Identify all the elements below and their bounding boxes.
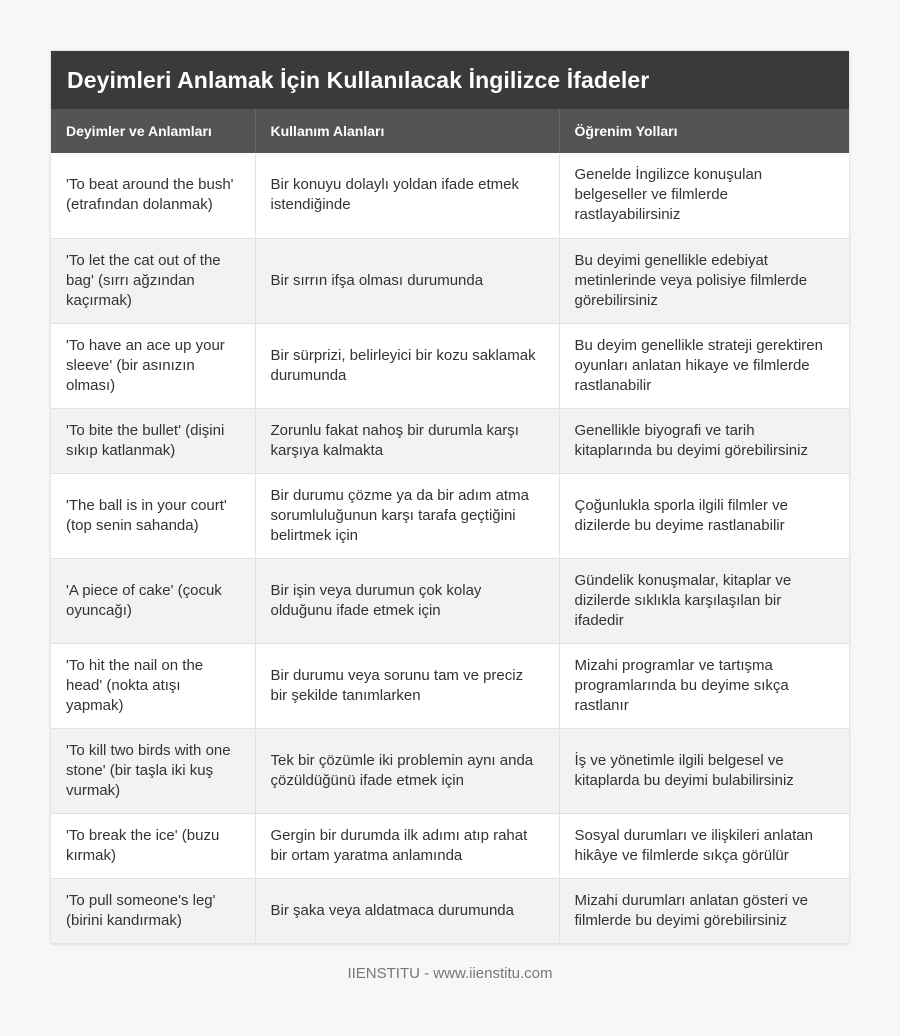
- idiom-cell: 'To kill two birds with one stone' (bir taşla iki kuş vurmak): [51, 728, 255, 813]
- learning-cell: Genellikle biyografi ve tarih kitaplarında bu deyimi görebilirsiniz: [559, 408, 849, 473]
- usage-cell: Bir sırrın ifşa olması durumunda: [255, 238, 559, 323]
- learning-cell: Genelde İngilizce konuşulan belgeseller ve filmlerde rastlayabilirsiniz: [559, 153, 849, 238]
- idiom-cell: 'The ball is in your court' (top senin sahanda): [51, 473, 255, 558]
- table-card: [51, 51, 849, 944]
- usage-cell: Bir konuyu dolaylı yoldan ifade etmek istendiğinde: [255, 153, 559, 238]
- usage-cell: Bir şaka veya aldatmaca durumunda: [255, 878, 559, 943]
- learning-cell: Mizahi programlar ve tartışma programlarında bu deyime sıkça rastlanır: [559, 643, 849, 728]
- idiom-cell: 'To have an ace up your sleeve' (bir asınızın olması): [51, 323, 255, 408]
- idiom-cell: 'To break the ice' (buzu kırmak): [51, 813, 255, 878]
- table-row: [51, 813, 849, 878]
- column-header-idioms: Deyimler ve Anlamları: [51, 109, 255, 153]
- idiom-cell: 'To hit the nail on the head' (nokta atışı yapmak): [51, 643, 255, 728]
- learning-cell: Sosyal durumları ve ilişkileri anlatan hikâye ve filmlerde sıkça görülür: [559, 813, 849, 878]
- usage-cell: Bir işin veya durumun çok kolay olduğunu ifade etmek için: [255, 558, 559, 643]
- table-title: Deyimleri Anlamak İçin Kullanılacak İngilizce İfadeler: [67, 66, 650, 93]
- idiom-cell: 'A piece of cake' (çocuk oyuncağı): [51, 558, 255, 643]
- column-header-usage: Kullanım Alanları: [255, 109, 559, 153]
- table-row: [51, 473, 849, 558]
- table-row: [51, 643, 849, 728]
- learning-cell: Çoğunlukla sporla ilgili filmler ve dizilerde bu deyime rastlanabilir: [559, 473, 849, 558]
- usage-cell: Bir durumu veya sorunu tam ve preciz bir şekilde tanımlarken: [255, 643, 559, 728]
- table-row: [51, 323, 849, 408]
- learning-cell: Gündelik konuşmalar, kitaplar ve dizilerde sıklıkla karşılaşılan bir ifadedir: [559, 558, 849, 643]
- table-row: [51, 878, 849, 943]
- usage-cell: Gergin bir durumda ilk adımı atıp rahat bir ortam yaratma anlamında: [255, 813, 559, 878]
- idioms-table: [51, 109, 849, 944]
- learning-cell: İş ve yönetimle ilgili belgesel ve kitaplarda bu deyimi bulabilirsiniz: [559, 728, 849, 813]
- learning-cell: Bu deyimi genellikle edebiyat metinlerinde veya polisiye filmlerde görebilirsiniz: [559, 238, 849, 323]
- learning-cell: Mizahi durumları anlatan gösteri ve filmlerde bu deyimi görebilirsiniz: [559, 878, 849, 943]
- idiom-cell: 'To bite the bullet' (dişini sıkıp katlanmak): [51, 408, 255, 473]
- table-row: [51, 728, 849, 813]
- header-row: [51, 109, 849, 153]
- usage-cell: Bir sürprizi, belirleyici bir kozu saklamak durumunda: [255, 323, 559, 408]
- idiom-cell: 'To pull someone's leg' (birini kandırmak): [51, 878, 255, 943]
- title-bar: [51, 51, 849, 109]
- learning-cell: Bu deyim genellikle strateji gerektiren oyunları anlatan hikaye ve filmlerde rastlanabilir: [559, 323, 849, 408]
- table-row: [51, 408, 849, 473]
- footer-credit: IIENSTITU - www.iienstitu.com: [347, 965, 553, 982]
- table-row: [51, 238, 849, 323]
- usage-cell: Zorunlu fakat nahoş bir durumla karşı karşıya kalmakta: [255, 408, 559, 473]
- usage-cell: Bir durumu çözme ya da bir adım atma sorumluluğunun karşı tarafa geçtiğini belirtmek için: [255, 473, 559, 558]
- idiom-cell: 'To beat around the bush' (etrafından dolanmak): [51, 153, 255, 238]
- column-header-learning: Öğrenim Yolları: [559, 109, 849, 153]
- usage-cell: Tek bir çözümle iki problemin aynı anda çözüldüğünü ifade etmek için: [255, 728, 559, 813]
- table-row: [51, 558, 849, 643]
- idiom-cell: 'To let the cat out of the bag' (sırrı ağzından kaçırmak): [51, 238, 255, 323]
- table-row: [51, 153, 849, 238]
